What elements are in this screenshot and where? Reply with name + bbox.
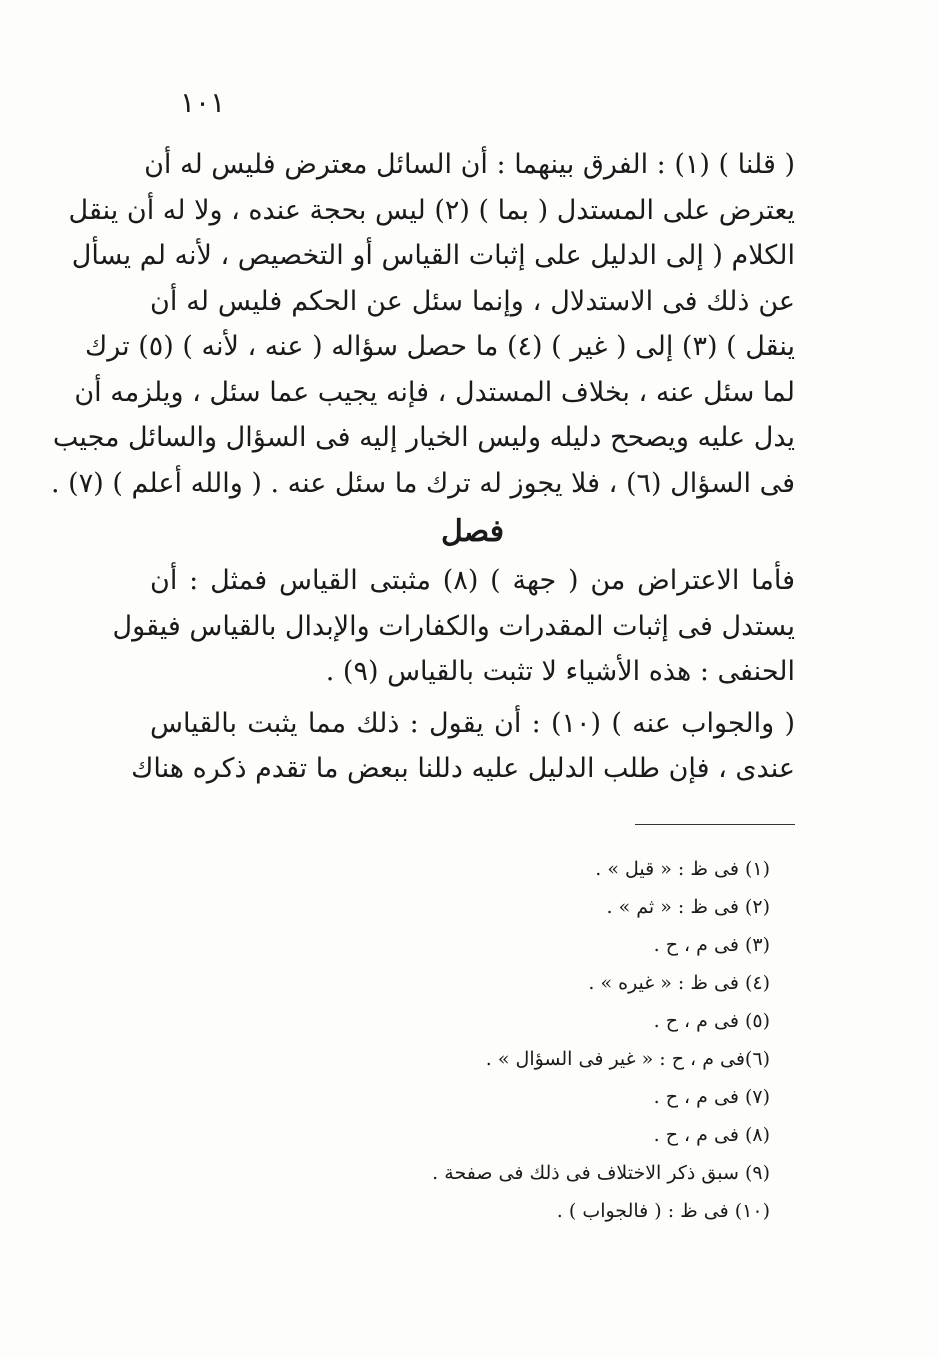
paragraph-2 bbox=[112, 558, 795, 695]
footnote: (٨) فى م ، ح . bbox=[653, 1124, 770, 1146]
text-line: لما سئل عنه ، بخلاف المستدل ، فإنه يجيب عما سئل ، ويلزمه أن bbox=[74, 376, 795, 408]
text-line: الحنفى : هذه الأشياء لا تثبت بالقياس (٩) . bbox=[325, 656, 795, 687]
page-number: ١٠١ bbox=[180, 86, 226, 119]
main-text bbox=[51, 142, 795, 792]
footnote: (٢) فى ظ : « ثم » . bbox=[606, 896, 770, 918]
text-line: ينقل ) (٣) إلى ( غير ) (٤) ما حصل سؤاله ( عنه ، لأنه ) (٥) ترك bbox=[84, 331, 795, 362]
text-line: فأما الاعتراض من ( جهة ) (٨) مثبتى القياس فمثل : أن bbox=[150, 565, 795, 596]
footnote: (٦)فى م ، ح : « غير فى السؤال » . bbox=[485, 1048, 770, 1070]
footnote: (٥) فى م ، ح . bbox=[653, 1010, 770, 1032]
text-line: عن ذلك فى الاستدلال ، وإنما سئل عن الحكم فليس له أن bbox=[150, 285, 795, 317]
footnote: (١) فى ظ : « قيل » . bbox=[595, 858, 770, 880]
footnote-separator bbox=[635, 824, 795, 825]
text-line: ( قلنا ) (١) : الفرق بينهما : أن السائل معترض فليس له أن bbox=[144, 149, 795, 180]
text-line: الكلام ( إلى الدليل على إثبات القياس أو التخصيص ، لأنه لم يسأل bbox=[71, 240, 795, 271]
footnote: (١٠) فى ظ : ( فالجواب ) . bbox=[556, 1200, 770, 1222]
text-line: فى السؤال (٦) ، فلا يجوز له ترك ما سئل عنه . ( والله أعلم ) (٧) . bbox=[51, 467, 795, 499]
footnote: (٧) فى م ، ح . bbox=[653, 1086, 770, 1108]
paragraph-1 bbox=[51, 142, 795, 506]
text-line: ( والجواب عنه ) (١٠) : أن يقول : ذلك مما يثبت بالقياس bbox=[150, 707, 795, 739]
text-line: عندى ، فإن طلب الدليل عليه دللنا ببعض ما تقدم ذكره هناك bbox=[131, 753, 795, 784]
footnote: (٩) سبق ذكر الاختلاف فى ذلك فى صفحة . bbox=[432, 1162, 770, 1184]
footnote: (٣) فى م ، ح . bbox=[653, 934, 770, 956]
text-line: يعترض على المستدل ( بما ) (٢) ليس بحجة عنده ، ولا له أن ينقل bbox=[68, 194, 795, 226]
section-heading: فصل bbox=[440, 514, 505, 549]
text-line: يستدل فى إثبات المقدرات والكفارات والإبدال بالقياس فيقول bbox=[112, 610, 795, 642]
text-line: يدل عليه ويصحح دليله وليس الخيار إليه فى السؤال والسائل مجيب bbox=[52, 422, 795, 453]
footnote: (٤) فى ظ : « غيره » . bbox=[588, 972, 770, 994]
paragraph-3 bbox=[131, 701, 795, 792]
footnotes bbox=[300, 850, 770, 1230]
